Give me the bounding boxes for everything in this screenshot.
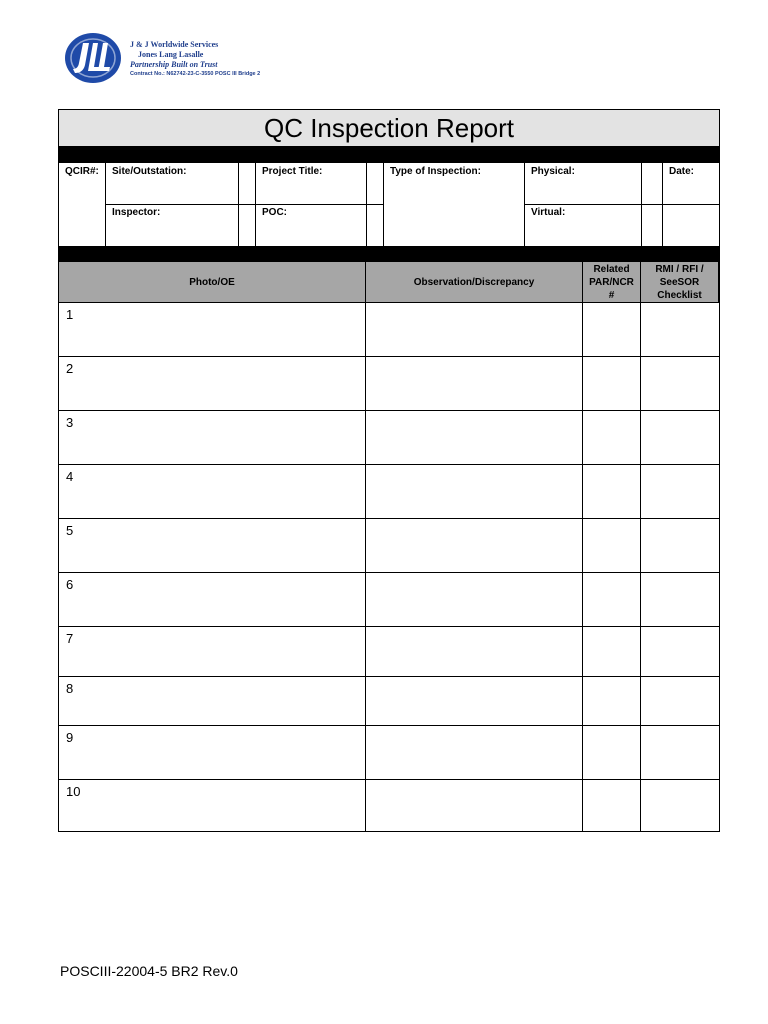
related-line-2: PAR/NCR xyxy=(589,276,634,288)
related-line-1: Related xyxy=(593,263,630,275)
site-field[interactable] xyxy=(106,163,238,204)
table-row[interactable] xyxy=(59,572,719,626)
project-title-field[interactable] xyxy=(256,163,366,204)
qcir-field[interactable] xyxy=(59,163,105,246)
poc-label: POC: xyxy=(262,207,287,218)
date-label: Date: xyxy=(669,166,695,177)
table-row[interactable] xyxy=(59,356,719,410)
related-line-3: # xyxy=(608,289,615,301)
company-logo xyxy=(63,31,285,85)
company-name-1: J & J Worldwide Services xyxy=(130,40,219,49)
company-tagline: Partnership Built on Trust xyxy=(130,60,218,69)
row-number: 1 xyxy=(66,307,74,322)
checklist-line-1: RMI / RFI / xyxy=(655,263,704,275)
column-header-photo: Photo/OE xyxy=(59,262,366,302)
grid-line xyxy=(105,204,384,205)
table-row[interactable] xyxy=(59,464,719,518)
table-row[interactable] xyxy=(59,779,719,831)
row-number: 2 xyxy=(66,361,74,376)
checklist-line-3: Checklist xyxy=(657,289,702,301)
column-header-related xyxy=(583,262,641,302)
top-separator-bar xyxy=(59,147,719,163)
company-name-2: Jones Lang Lasalle xyxy=(138,50,204,59)
inspector-field[interactable] xyxy=(106,204,238,246)
middle-separator-bar xyxy=(59,246,719,262)
row-number: 9 xyxy=(66,730,74,745)
table-row[interactable] xyxy=(59,302,719,356)
document-id-footer: POSCIII-22004-5 BR2 Rev.0 xyxy=(60,963,238,979)
project-title-label: Project Title: xyxy=(262,166,323,177)
row-number: 10 xyxy=(66,784,81,799)
physical-label: Physical: xyxy=(531,166,575,177)
report-title: QC Inspection Report xyxy=(59,110,719,147)
virtual-label: Virtual: xyxy=(531,207,566,218)
table-row[interactable] xyxy=(59,676,719,725)
table-row[interactable] xyxy=(59,518,719,572)
table-row[interactable] xyxy=(59,626,719,676)
contract-number: Contract No.: N62742-23-C-3550 POSC III Bridge 2 xyxy=(130,71,261,77)
poc-field[interactable] xyxy=(256,204,366,246)
jll-logo-icon xyxy=(63,31,125,85)
logo-text-block xyxy=(130,40,290,78)
site-label: Site/Outstation: xyxy=(112,166,187,177)
row-number: 3 xyxy=(66,415,74,430)
row-number: 5 xyxy=(66,523,74,538)
inspection-form xyxy=(58,109,720,832)
qcir-label: QCIR#: xyxy=(65,166,99,177)
checklist-line-2: SeeSOR xyxy=(659,276,700,288)
inspector-label: Inspector: xyxy=(112,207,161,218)
column-header-checklist xyxy=(641,262,719,302)
date-field[interactable] xyxy=(663,163,719,204)
row-number: 7 xyxy=(66,631,74,646)
row-number: 6 xyxy=(66,577,74,592)
row-number: 4 xyxy=(66,469,74,484)
row-number: 8 xyxy=(66,681,74,696)
inspection-type-field[interactable] xyxy=(384,163,524,246)
grid-line xyxy=(524,204,719,205)
table-row[interactable] xyxy=(59,725,719,779)
table-row[interactable] xyxy=(59,410,719,464)
physical-field[interactable] xyxy=(525,163,641,204)
column-header-observation: Observation/Discrepancy xyxy=(366,262,583,302)
virtual-field[interactable] xyxy=(525,204,641,246)
inspection-type-label: Type of Inspection: xyxy=(390,166,481,177)
